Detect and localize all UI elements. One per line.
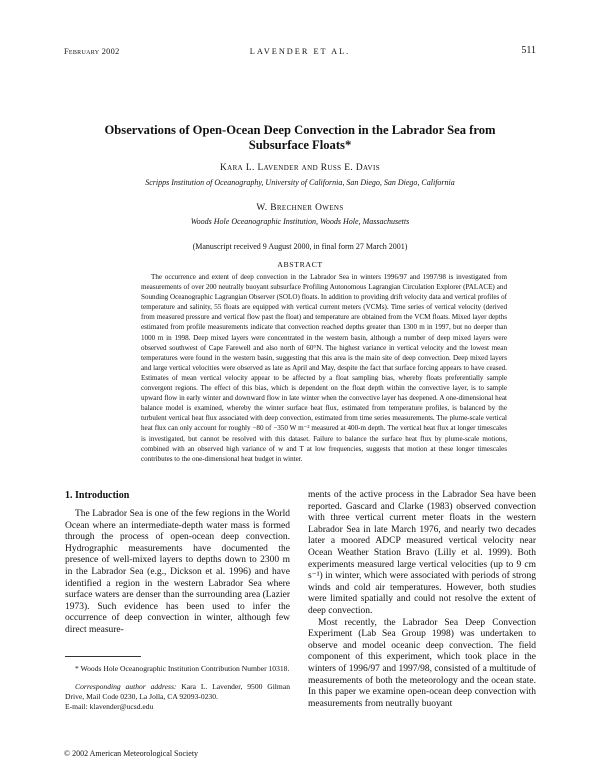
abstract-text: The occurrence and extent of deep convection in the Labrador Sea in winters 1996/97 and 1997/98 is investigated from measurements of over 200 neutrally buoyant subsurface Profiling Autonomous Lagrangian Circulation Explorer (PALACE) and Sounding Oceanographic Lagrangian Observer (SOLO) floats. In addition to providing drift velocity data and vertical profiles of temperature and salinity, 55 floats are equipped with vertical current meters (VCMs). Time series of vertical velocity (derived from measured pressure and vertical flow past the float) and temperature are obtained from the VCM floats. Mixed layer depths estimated from profile measurements indicate that convection reached depths greater than 1300 m in 1997, but no deeper than 1000 m in 1998. Deep mixed layers were concentrated in the western basin, although a number of deep mixed layers were observed southwest of Cape Farewell and also north of 60°N. The highest variance in vertical velocity and the lowest mean temperatures were found in the western basin, suggesting that this area is the main site of deep convection. Deep mixed layers and large vertical velocities were observed as late as April and May, despite the fact that surface forcing appears to have ceased. Estimates of mean vertical velocity appear to be affected by a float sampling bias, whereby floats preferentially sample convergent regions. The effect of this bias, which is dependent on the float depth within the convective layer, is to sample upward flow in early winter and downward flow in late winter when the convective layer has deepened. A one-dimensional heat balance model is examined, whereby the winter surface heat flux, estimated from temperature profiles, is balanced by the turbulent vertical heat flux associated with deep convection, estimated from time series measurements. The plume-scale vertical heat flux can only account for roughly −80 of −350 W m⁻² measured at 400-m depth. The vertical heat flux at longer timescales is investigated, but cannot be resolved with this dataset. Failure to balance the surface heat flux by plume-scale motions, combined with an observed high variance of w and T at low frequencies, suggests that motion at these longer timescales contributes to the one-dimensional heat budget in winter. xyxy=(141,273,507,463)
intro-paragraph-2: Most recently, the Labrador Sea Deep Convection Experiment (Lab Sea Group 1998) was undertaken to observe and model oceanic deep convection. The field component of this experiment, which took place in the winters of 1996/97 and 1997/98, consisted of a multitude of measurements of both the meteorology and the ocean state. In this paper we examine open-ocean deep convection with measurements from neutrally buoyant xyxy=(308,617,536,709)
abstract-heading: ABSTRACT xyxy=(277,260,323,269)
page-number: 511 xyxy=(521,45,536,56)
left-column xyxy=(65,490,290,720)
footnote-email: E-mail: klavender@ucsd.edu xyxy=(65,702,154,712)
footnote-label: Corresponding author address: xyxy=(75,681,177,691)
footnote-divider xyxy=(65,656,141,657)
intro-paragraph-1: The Labrador Sea is one of the few regions in the World Ocean where an intermediate-depth water mass is formed through the process of open-ocean deep convection. Hydrographic measurements have documented the presence of well-mixed layers to depths down to 2300 m in the Labrador Sea (e.g., Dickson et al. 1996) and have identified a region in the western Labrador Sea where surface waters are denser than the surrounding area (Lazier 1973). Such evidence has been used to infer the occurrence of deep convection in winter, although few direct measure- xyxy=(65,509,290,635)
running-header-date: February 2002 xyxy=(64,47,120,56)
affiliation-2: Woods Hole Oceanographic Institution, Woods Hole, Massachusetts xyxy=(190,217,410,226)
affiliation-1: Scripps Institution of Oceanography, University of California, San Diego, San Diego, California xyxy=(145,178,455,187)
running-header-authors: LAVENDER ET AL. xyxy=(249,47,351,56)
footnote-corresponding-author xyxy=(65,682,290,713)
footnote-contribution: * Woods Hole Oceanographic Institution Contribution Number 10318. xyxy=(75,663,290,673)
paper-title: Observations of Open-Ocean Deep Convection in the Labrador Sea from Subsurface Floats* xyxy=(104,123,496,152)
right-column xyxy=(308,490,536,710)
intro-paragraph-1-continued: ments of the active process in the Labrador Sea have been reported. Gascard and Clarke (1983) observed convection with three vertical current meter floats in the western Labrador Sea in late March 1976, and nearly two decades later a moored ADCP measured vertical velocity near Ocean Weather Station Bravo (Lilly et al. 1999). Both experiments measured large vertical velocities (up to 9 cm s⁻¹) in winter, which were associated with periods of strong winds and cold air temperatures. However, both studies were limited spatially and could not resolve the extent of deep convection. xyxy=(308,490,536,616)
copyright-notice: © 2002 American Meteorological Society xyxy=(64,749,199,758)
manuscript-dates: (Manuscript received 9 August 2000, in final form 27 March 2001) xyxy=(192,242,408,251)
author-line-1: Kara L. Lavender and Russ E. Davis xyxy=(219,163,381,173)
author-line-2: W. Brechner Owens xyxy=(256,203,344,213)
section-heading-introduction: 1. Introduction xyxy=(65,490,130,501)
footnote-address: Kara L. Lavender, 9500 Gilman Drive, Mail Code 0230, La Jolla, CA 92093-0230. xyxy=(65,681,290,701)
